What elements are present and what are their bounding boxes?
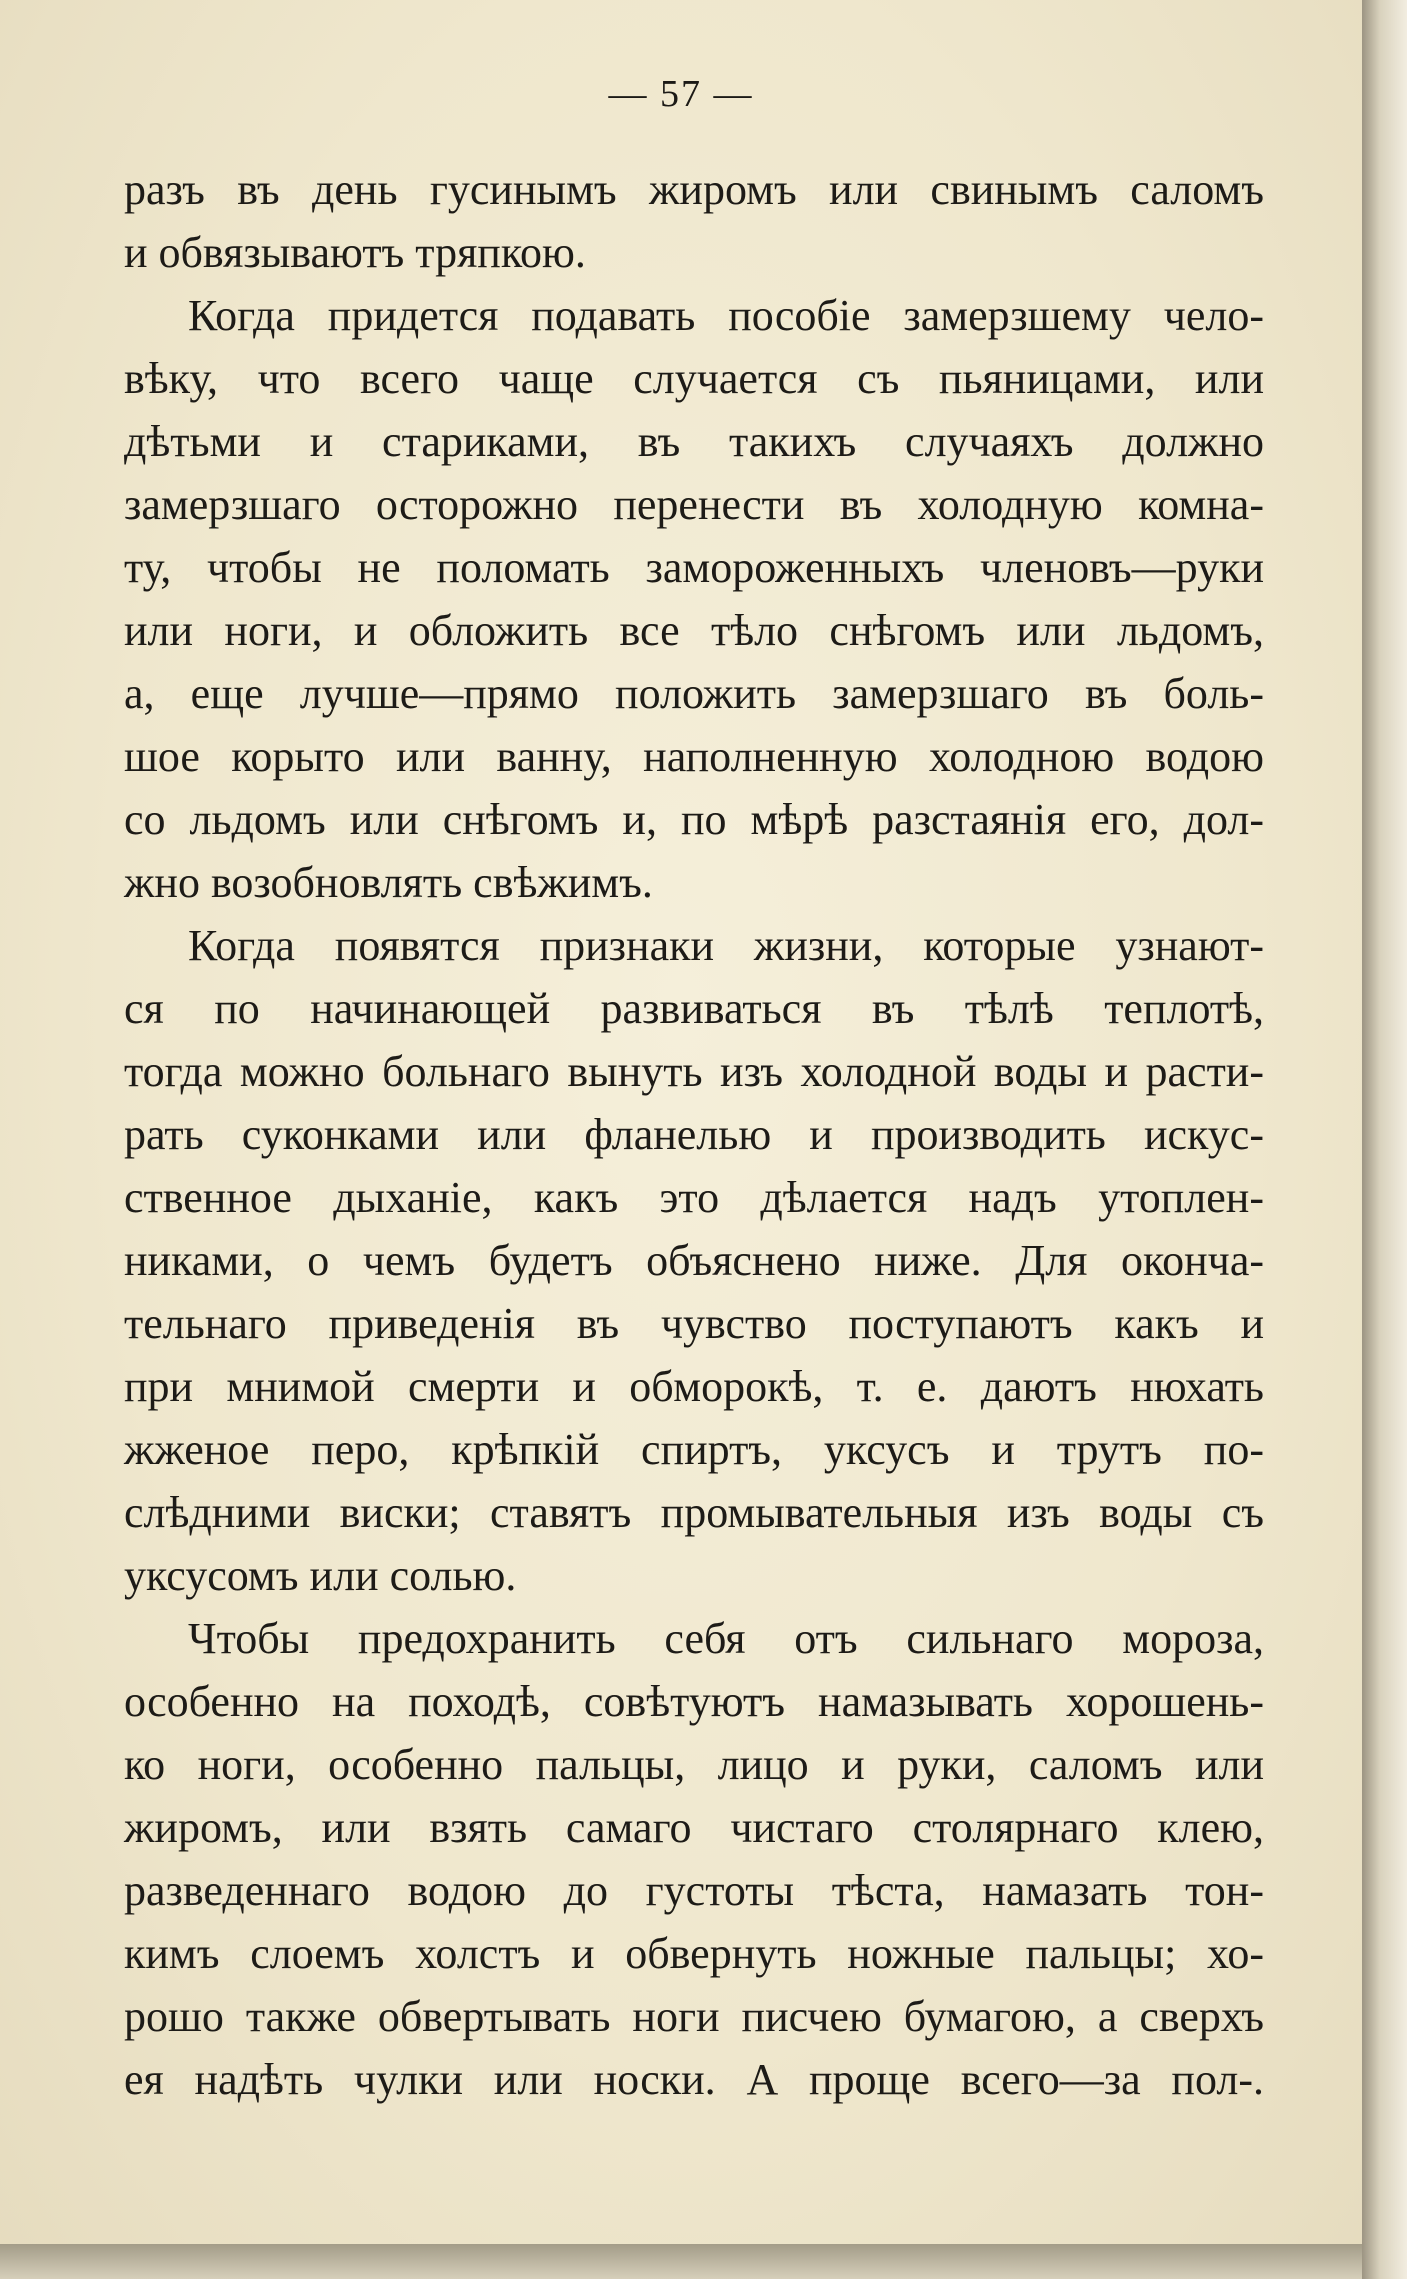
text-line: ственное дыханіе, какъ это дѣлается надъ утоплен-: [124, 1173, 1264, 1222]
book-gutter: [1362, 0, 1407, 2279]
text-line: жно возобновлять свѣжимъ.: [124, 858, 653, 907]
text-line: замерзшаго осторожно перенести въ холодную комна-: [124, 480, 1264, 529]
text-line: слѣдними виски; ставятъ промывательныя изъ воды съ: [124, 1488, 1264, 1537]
text-line: никами, о чемъ будетъ объяснено ниже. Для оконча-: [124, 1236, 1264, 1285]
text-line: разъ въ день гусинымъ жиромъ или свинымъ саломъ: [124, 165, 1264, 214]
text-line: ея надѣть чулки или носки. А проще всего—за пол-.: [124, 2055, 1264, 2104]
text-line: Когда придется подавать пособіе замерзшему чело-: [188, 291, 1264, 340]
text-line: разведеннаго водою до густоты тѣста, намазать тон-: [124, 1866, 1264, 1915]
text-line: дѣтьми и стариками, въ такихъ случаяхъ должно: [124, 417, 1264, 466]
text-line: ту, чтобы не поломать замороженныхъ членовъ—руки: [124, 543, 1264, 592]
paragraph-1: [124, 158, 1264, 284]
text-line: уксусомъ или солью.: [124, 1551, 517, 1600]
text-line: ко ноги, особенно пальцы, лицо и руки, саломъ или: [124, 1740, 1264, 1789]
text-line: или ноги, и обложить все тѣло снѣгомъ или льдомъ,: [124, 606, 1264, 655]
text-line: рать суконками или фланелью и производить искус-: [124, 1110, 1264, 1159]
text-line: тельнаго приведенія въ чувство поступаютъ какъ и: [124, 1299, 1264, 1348]
text-line: при мнимой смерти и обморокѣ, т. е. даютъ нюхать: [124, 1362, 1264, 1411]
text-line: жиромъ, или взять самаго чистаго столярнаго клею,: [124, 1803, 1264, 1852]
page-bottom-edge: [0, 2244, 1362, 2279]
text-line: жженое перо, крѣпкій спиртъ, уксусъ и трутъ по-: [124, 1425, 1264, 1474]
text-line: особенно на походѣ, совѣтуютъ намазывать хорошень-: [124, 1677, 1264, 1726]
page-number: — 57 —: [608, 73, 754, 115]
text-line: вѣку, что всего чаще случается съ пьяницами, или: [124, 354, 1264, 403]
text-line: шое корыто или ванну, наполненную холодною водою: [124, 732, 1264, 781]
text-line: а, еще лучше—прямо положить замерзшаго въ боль-: [124, 669, 1264, 718]
paragraph-3: [124, 914, 1264, 1607]
text-line: Чтобы предохранить себя отъ сильнаго мороза,: [188, 1614, 1264, 1663]
text-line: и обвязываютъ тряпкою.: [124, 228, 586, 277]
body-text: [124, 158, 1264, 2111]
text-line: ся по начинающей развиваться въ тѣлѣ теплотѣ,: [124, 984, 1264, 1033]
text-line: со льдомъ или снѣгомъ и, по мѣрѣ разстаянія его, дол-: [124, 795, 1264, 844]
text-line: рошо также обвертывать ноги писчею бумагою, а сверхъ: [124, 1992, 1264, 2041]
text-line: тогда можно больнаго вынуть изъ холодной воды и расти-: [124, 1047, 1264, 1096]
text-line: Когда появятся признаки жизни, которые узнают-: [188, 921, 1264, 970]
paragraph-2: [124, 284, 1264, 914]
paragraph-4: [124, 1607, 1264, 2111]
text-line: кимъ слоемъ холстъ и обвернуть ножные пальцы; хо-: [124, 1929, 1264, 1978]
